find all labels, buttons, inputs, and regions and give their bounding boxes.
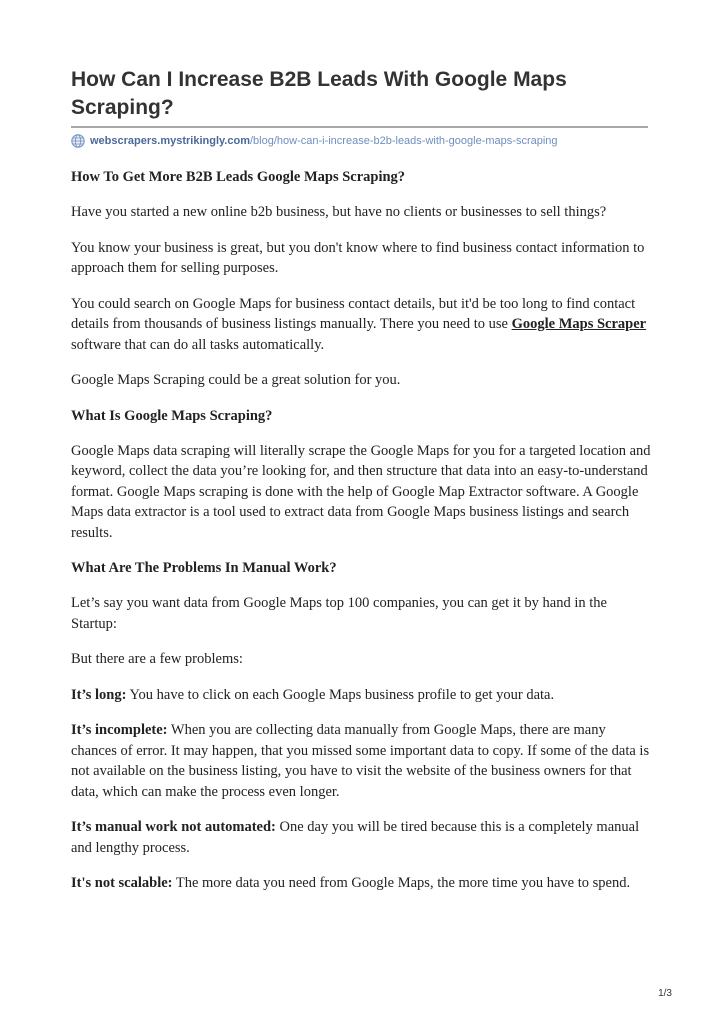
problem-text: You have to click on each Google Maps business profile to get your data. — [126, 686, 555, 703]
source-path[interactable]: /blog/how-can-i-increase-b2b-leads-with-google-maps-scraping — [249, 135, 558, 147]
problem-label: It’s manual work not automated: — [71, 819, 276, 835]
problem-label: It’s incomplete: — [71, 722, 168, 738]
problem-item — [71, 685, 651, 706]
article-body — [71, 167, 651, 909]
problem-item — [71, 720, 651, 802]
google-maps-scraper-link[interactable]: Google Maps Scraper — [511, 316, 647, 332]
paragraph-text: software that can do all tasks automatically. — [71, 336, 325, 353]
paragraph-text: You could search on Google Maps for business contact details, but it'd be too long to find contact details from thousands of business listings manually. There you need to use — [71, 295, 636, 332]
source-link[interactable] — [71, 132, 558, 150]
heading-what-is-scraping: What Is Google Maps Scraping? — [71, 407, 273, 424]
page-title: How Can I Increase B2B Leads With Google Maps Scraping? — [71, 68, 567, 119]
paragraph: Let’s say you want data from Google Maps top 100 companies, you can get it by hand in the Startup: — [71, 595, 607, 632]
paragraph: You know your business is great, but you don't know where to find business contact information to approach them for selling purposes. — [71, 239, 645, 276]
problem-text: The more data you need from Google Maps, the more time you have to spend. — [172, 875, 631, 891]
heading-problems-manual-work: What Are The Problems In Manual Work? — [71, 560, 337, 576]
problem-item — [71, 817, 651, 858]
paragraph: But there are a few problems: — [71, 651, 243, 667]
problem-label: It's not scalable: — [71, 875, 173, 891]
title-divider — [71, 126, 648, 128]
problem-text: When you are collecting data manually from Google Maps, there are many chances of error. It may happen, that you missed some important data to copy. If some of the data is not available on the business listing, you have to visit the website of the business owners for that data, which can make the process even longer. — [71, 722, 650, 800]
problem-label: It’s long: — [71, 686, 127, 703]
globe-icon — [71, 134, 85, 148]
problem-text: One day you will be tired because this is a completely manual and lengthy process. — [71, 819, 640, 856]
source-domain[interactable]: webscrapers.mystrikingly.com — [90, 135, 250, 147]
paragraph: Google Maps Scraping could be a great solution for you. — [71, 372, 401, 388]
paragraph — [71, 294, 651, 356]
problem-item — [71, 873, 651, 894]
page-number: 1/3 — [658, 988, 672, 999]
paragraph: Have you started a new online b2b business, but have no clients or businesses to sell things? — [71, 204, 607, 220]
heading-get-more-leads: How To Get More B2B Leads Google Maps Scraping? — [71, 169, 406, 185]
paragraph: Google Maps data scraping will literally scrape the Google Maps for you for a targeted location and keyword, collect the data you’re looking for, and then structure that data into an easy-to-understand format. Google Maps scraping is done with the help of Google Map Extractor software. A Google Maps data extractor is a tool used to extract data from Google Maps business listings and search results. — [71, 442, 651, 541]
